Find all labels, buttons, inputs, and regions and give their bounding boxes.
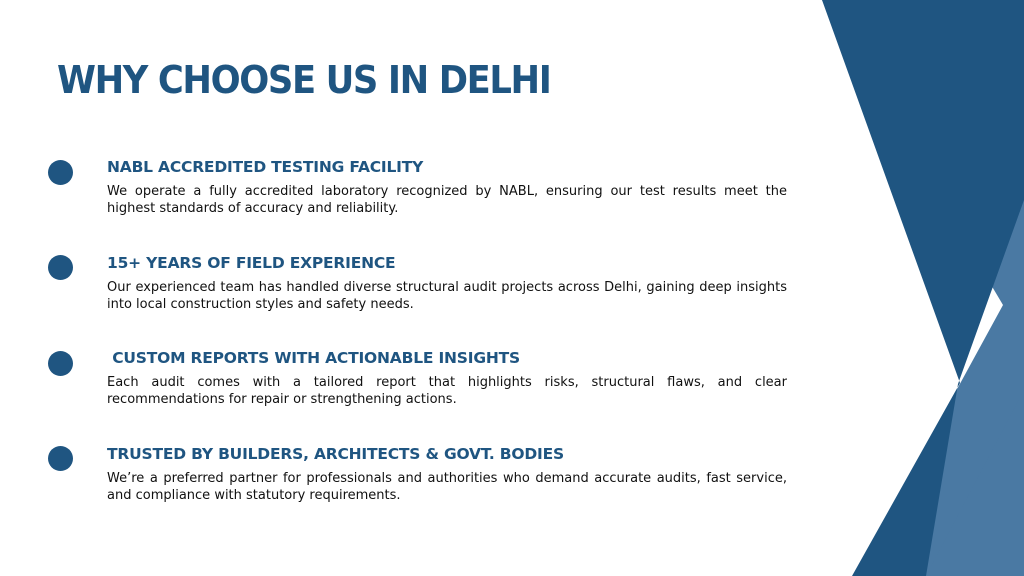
feature-item-reports bbox=[107, 349, 787, 408]
feature-heading: 15+ YEARS OF FIELD EXPERIENCE bbox=[107, 254, 396, 272]
feature-item-trusted bbox=[107, 445, 787, 504]
feature-heading: TRUSTED BY BUILDERS, ARCHITECTS & GOVT. BODIES bbox=[107, 445, 564, 463]
feature-description: We’re a preferred partner for professionals and authorities who demand accurate audits, fast service, and compliance with statutory requirements. bbox=[107, 471, 787, 503]
bullet-dot bbox=[48, 160, 73, 185]
feature-heading: NABL ACCREDITED TESTING FACILITY bbox=[107, 158, 424, 176]
bullet-dot bbox=[48, 446, 73, 471]
feature-description: We operate a fully accredited laboratory recognized by NABL, ensuring our test results meet the highest standards of accuracy and reliability. bbox=[107, 184, 787, 216]
feature-item-experience bbox=[107, 254, 787, 313]
feature-heading: CUSTOM REPORTS WITH ACTIONABLE INSIGHTS bbox=[107, 349, 520, 367]
feature-item-nabl bbox=[107, 158, 787, 217]
feature-description: Each audit comes with a tailored report that highlights risks, structural flaws, and clear recommendations for repair or strengthening actions. bbox=[107, 375, 787, 407]
feature-description: Our experienced team has handled diverse structural audit projects across Delhi, gaining deep insights into local construction styles and safety needs. bbox=[107, 280, 787, 312]
bullet-dot bbox=[48, 255, 73, 280]
page-title: WHY CHOOSE US IN DELHI bbox=[57, 58, 551, 102]
bullet-dot bbox=[48, 351, 73, 376]
